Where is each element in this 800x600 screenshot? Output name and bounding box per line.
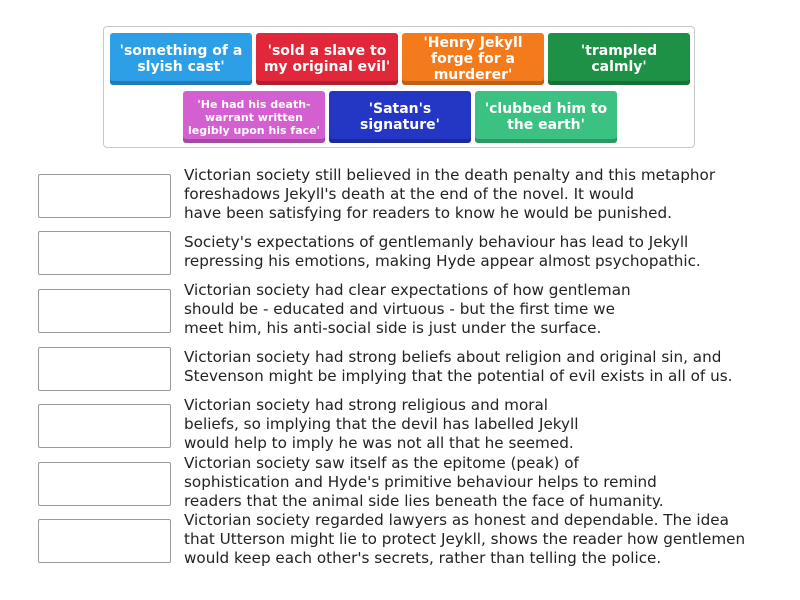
statement-5: Victorian society had strong religious and moral beliefs, so implying that the devil has labelled Jekyll would help to imply he was not all that he seemed. bbox=[184, 396, 579, 452]
answer-tile-sold-a-slave[interactable]: 'sold a slave to my original evil' bbox=[256, 33, 398, 85]
drop-slot-2[interactable] bbox=[38, 231, 171, 275]
answer-tile-trampled-calmly[interactable]: 'trampled calmly' bbox=[548, 33, 690, 85]
answer-tile-henry-jekyll-forge[interactable]: 'Henry Jekyll forge for a murderer' bbox=[402, 33, 544, 85]
drop-slot-1[interactable] bbox=[38, 174, 171, 218]
answer-tile-satans-signature[interactable]: 'Satan's signature' bbox=[329, 91, 471, 143]
statement-1: Victorian society still believed in the death penalty and this metaphor foreshadows Jekyll's death at the end of the novel. It would have been satisfying for readers to know he would be punished. bbox=[184, 166, 716, 222]
drop-slot-4[interactable] bbox=[38, 347, 171, 391]
statement-6: Victorian society saw itself as the epitome (peak) of sophistication and Hyde's primitive behaviour helps to remind readers that the animal side lies beneath the face of humanity. bbox=[184, 454, 664, 510]
drop-slot-5[interactable] bbox=[38, 404, 171, 448]
drop-slot-6[interactable] bbox=[38, 462, 171, 506]
statement-7: Victorian society regarded lawyers as honest and dependable. The idea that Utterson might lie to protect Jeykll, shows the reader how gentlemen would keep each other's secrets, rather than telling the police. bbox=[184, 511, 746, 567]
statement-4: Victorian society had strong beliefs about religion and original sin, and Stevenson might be implying that the potential of evil exists in all of us. bbox=[184, 348, 733, 385]
answer-tile-clubbed-him[interactable]: 'clubbed him to the earth' bbox=[475, 91, 617, 143]
drop-slot-3[interactable] bbox=[38, 289, 171, 333]
answer-tile-slyish-cast[interactable]: 'something of a slyish cast' bbox=[110, 33, 252, 85]
statement-2: Society's expectations of gentlemanly behaviour has lead to Jekyll repressing his emotions, making Hyde appear almost psychopathic. bbox=[184, 233, 701, 270]
statement-3: Victorian society had clear expectations of how gentleman should be - educated and virtuous - but the first time we meet him, his anti-social side is just under the surface. bbox=[184, 281, 631, 337]
answer-tile-death-warrant[interactable]: 'He had his death-warrant written legibly upon his face' bbox=[183, 91, 325, 143]
drop-slot-7[interactable] bbox=[38, 519, 171, 563]
